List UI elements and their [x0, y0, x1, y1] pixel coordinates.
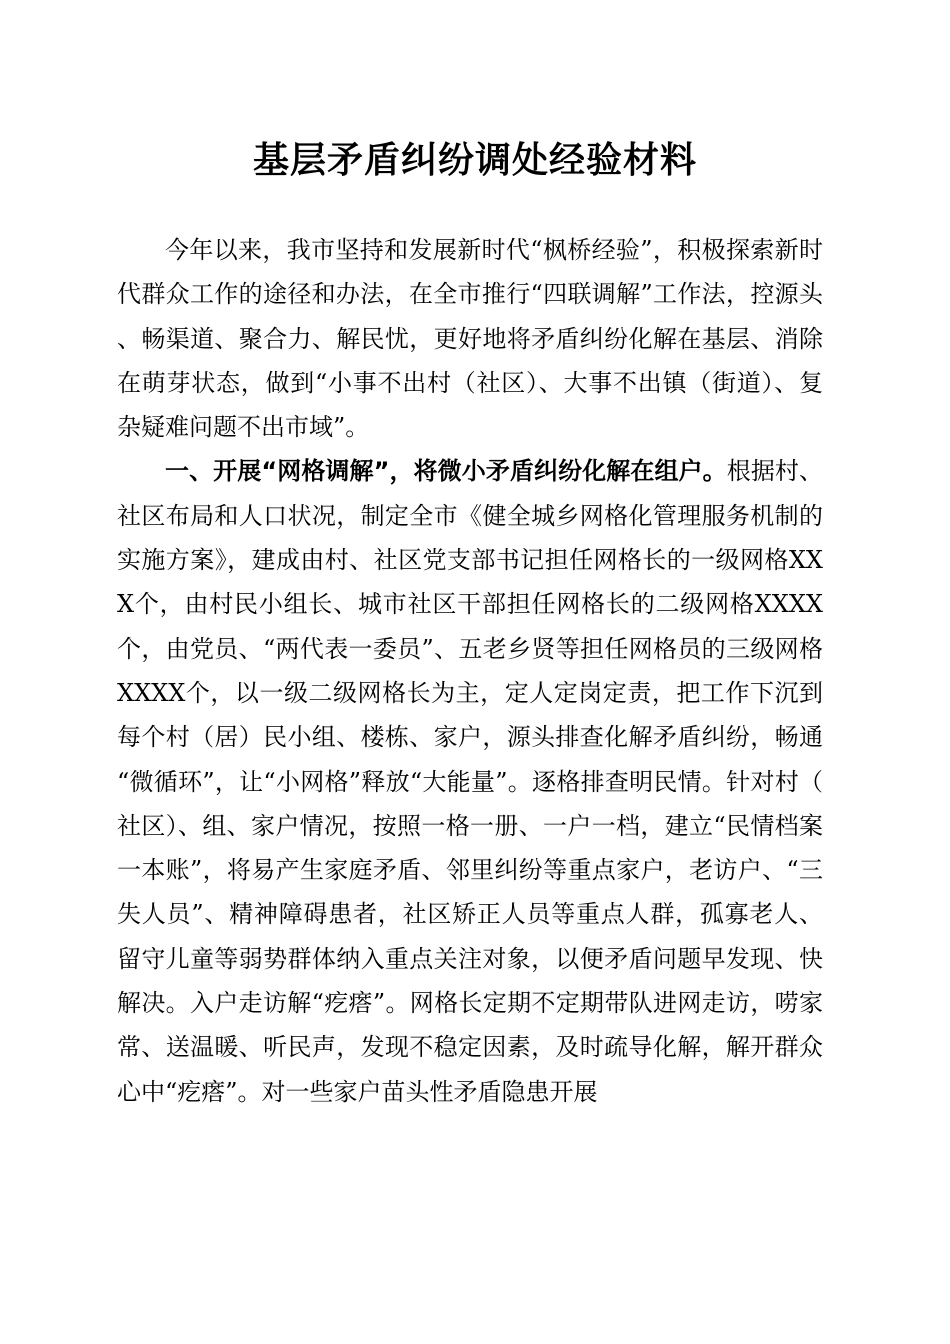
section-1-body: 根据村、社区布局和人口状况，制定全市《健全城乡网格化管理服务机制的实施方案》，建成由村、社区党支部书记担任网格长的一级网格XXX个，由村民小组长、城市社区干部担任网格长的二级网格XXXX个，由党员、“两代表一委员”、五老乡贤等担任网格员的三级网格XXXX个，以一级二级网格长为主，定人定岗定责，把工作下沉到每个村（居）民小组、楼栋、家户，源头排查化解矛盾纠纷，畅通“微循环”，让“小网格”释放“大能量”。逐格排查明民情。针对村（社区）、组、家户情况，按照一格一册、一户一档，建立“民情档案一本账”，将易产生家庭矛盾、邻里纠纷等重点家户，老访户、“三失人员”、精神障碍患者，社区矫正人员等重点人群，孤寡老人、留守儿童等弱势群体纳入重点关注对象，以便矛盾问题早发现、快解决。入户走访解“疙瘩”。网格长定期不定期带队进网走访，唠家常、送温暖、听民声，发现不稳定因素，及时疏导化解，解开群众心中“疙瘩”。对一些家户苗头性矛盾隐患开展 [117, 457, 824, 1106]
section-1-heading: 一、开展“网格调解”，将微小矛盾纠纷化解在组户。 [165, 457, 727, 486]
section-1-paragraph [117, 449, 823, 1113]
intro-paragraph: 今年以来，我市坚持和发展新时代“枫桥经验”，积极探索新时代群众工作的途径和办法，在全市推行“四联调解”工作法，控源头、畅渠道、聚合力、解民忧，更好地将矛盾纠纷化解在基层、消除在萌芽状态，做到“小事不出村（社区）、大事不出镇（街道）、复杂疑难问题不出市域”。 [117, 236, 823, 442]
document-title: 基层矛盾纠纷调处经验材料 [252, 139, 697, 181]
document-body [117, 228, 823, 1114]
